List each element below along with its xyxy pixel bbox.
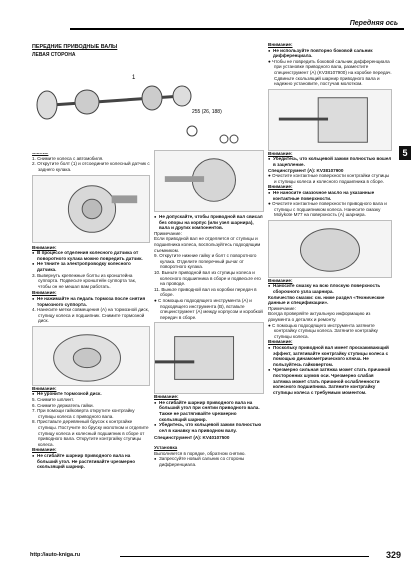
figure-seal-install [268,89,392,151]
note-3-title: Внимание: [32,385,57,391]
note-4-bullet-1: ● Не сгибайте шарнир приводного вала на больший угол. Не растягивайте чрезмерно скользящий шарнир. [32,453,150,470]
column-3 [268,42,392,552]
driveshaft-diagram [32,61,252,153]
col3-para-2: ● Очистите контактные поверхности контргайки ступицы и ступицы колеса и колесного подшипника в сборе. [268,173,390,184]
step-9: 9. Открутите нижние гайку и болт с поворотного кулака. Отделите поперечный рычаг от поворотного кулака. [154,253,257,270]
step-7: 7. При помощи гайковерта открутите контргайку ступицы колеса с приводного вала. [32,408,135,419]
step-1: 1. Снимите колеса с автомобиля. [32,155,104,161]
note-4-title: Внимание: [32,447,57,453]
note-3-bullet-1: ● Не уроните тормозной диск. [32,391,150,397]
page-footer [30,550,401,562]
note-1-bullet-2: ● Не тяните за электропроводку колесного датчика. [32,261,150,272]
col3-note-5-bullet-1: ● Поскольку приводной вал имеет проскакивающий эффект, затягивайте контргайку ступицы колеса с помощью динамометрического ключа. Не пользуйтесь гайковертом. [268,345,392,367]
col3-para-1: ● Чтобы не повредить боковой сальник дифференциала при установке приводного вала, разместите специнструмент (A) (KV38107900) на коробке передач. Сдвиньте скользящий шарнир приводного вала и надежно установите, постучав молотком. [268,58,392,87]
figure-wheel-sensor [32,175,150,243]
note-label: Примечание: [154,230,182,236]
figure-hub-removal [154,150,264,212]
chapter-tab: 5 [399,146,411,160]
step-2: 2. Открутите болт (1) и отсоедините колесный датчик с заднего кулака. [32,161,150,172]
col3-para-4-1: Количество смазки: см. ниже раздел «Технические данные и спецификации». [268,294,385,306]
col3-note-1-bullet: ● Не используйте повторно боковой сальник дифференциала. [268,48,392,59]
step-10: 10. Выньте приводной вал из ступицы колеса и колесного подшипника в сборе и подвесьте его на проводе. [154,269,261,287]
column-2 [154,150,264,552]
install-bullet-1: ● Запрессуйте новый сальник со стороны дифференциала. [154,456,264,467]
col3-note-5-bullet-2: ● Чрезмерно сильная затяжка может стать причиной посторонних шумов оси. Чрезмерно слабая затяжка может стать причиной ослабленности колесного подшипника. Затяните контргайку ступицы колеса с требуемым моментом. [268,367,392,395]
note-bullet-shaft: ● Не допускайте, чтобы приводной вал свисал без опоры на корпус (или узел шарнира), вала и других компонентов. [154,214,264,231]
note-text: Если приводной вал не отделяется от ступицы и подшипника колеса, воспользуйтесь подходящим съемником. [154,236,261,253]
footer-url[interactable]: http://auto-knigа.ru [30,552,81,558]
col3-note-5-title: Внимание: [268,339,293,345]
note-2-title-col2: Внимание: [154,394,179,400]
step-3: 3. Вывернуть крепежные болты из кронштейна суппорта. Подвесьте кронштейн суппорта так, чтобы он не мешал вам работать. [32,272,137,289]
note-2-col2-bullet-1: ● Не сгибайте шарнир приводного вала на больший угол при снятии приводного вала. Также не растягивайте чрезмерно скользящий шарнир. [154,400,264,422]
step-4: 4. Нанесите метки совмещения (A) на тормозной диск, ступицу колеса и подшипник. Снимите тормозной диск. [32,307,149,324]
note-2-col2-bullet-2: ● Убедитесь, что кольцевой зажим полностью сел в канавку на приводном валу. [154,422,264,433]
col3-para-4-2: Примечание: [268,305,296,311]
step-11-detail: ● С помощью подходящего инструмента (A) и подходящего инструмента (B), вставьте специнструмент (A) между корпусом и коробкой передач в сборе. [154,297,263,320]
note-2-title: Внимание: [32,290,57,296]
install-title: Установка [154,445,178,451]
subsection-title: ЛЕВАЯ СТОРОНА [32,52,76,58]
col3-note-3-bullet: ● Не наносите смазочное масло на указанные контактные поверхности. [268,190,392,201]
figure-transmission [154,322,264,394]
section-title: ПЕРЕДНИЕ ПРИВОДНЫЕ ВАЛЫ [32,44,118,50]
step-6: 6. Снимите держатель гайки. [32,402,94,408]
note-1-bullet-1: ● В процессе отделения колесного датчика от поворотного кулака можно повредить датчик. [32,250,150,261]
note-2-bullet-1: ● Не нажимайте на педаль тормоза после снятия тормозного суппорта. [32,296,150,307]
footer-divider [120,556,369,557]
col3-note-4-bullet: ● Наносите смазку на всю плоскую поверхность сборочного узла шарнира. [268,283,392,294]
figure-driveshaft [32,61,252,153]
page-header [70,18,404,30]
col3-note-2-title: Внимание: [268,150,293,156]
header-title: Передняя ось [349,20,398,27]
col3-para-4-3: Всегда проверяйте актуальную информацию из документа о деталях и ремонту. [268,311,371,323]
figure-joint-grease [268,220,392,278]
step-8: 8. Приставьте деревянный брусок к контргайке ступицы. Постучите по бруску молотком и отделите ступицу колеса и колесный подшипник в сборе от приводного вала. Открутите контргайку ступицы колеса. [32,419,149,447]
step-5: 5. Снимите шплинт. [32,397,74,403]
col3-para-4-4: ● С помощью подходящего инструмента затяните контргайку ступицы колеса. Затяните контргайку ступицы колеса. [268,322,378,339]
special-tool-a: Специнструмент (A): KV40107500 [154,435,230,441]
step-11: 11. Выньте приводной вал из коробки передач в сборе. [154,286,257,298]
col3-note-2-bullet: ● Убедитесь, что кольцевой зажим полностью вошел в зацепление. [268,156,392,167]
col3-note-4-title: Внимание: [268,277,293,283]
figure-brake-disc [32,326,150,386]
page-number: 329 [385,550,401,560]
col3-note-3-title: Внимание: [268,184,293,190]
torque-label: 255 (26, 188) [192,109,222,115]
install-intro: Выполняется в порядке, обратном снятию. [154,450,246,456]
col3-para-3: ● Очистите контактные поверхности приводного вала и ступицы с подшипником колеса. Нанесите смазку Molykote M77 на поверхность (A) шарнира. [268,201,387,218]
col3-note-1-title: Внимание: [268,42,293,47]
special-tool-col3: Специнструмент (A): KV38107900 [268,167,344,173]
note-1-title: Внимание: [32,244,57,250]
callout-1: 1 [132,75,136,81]
